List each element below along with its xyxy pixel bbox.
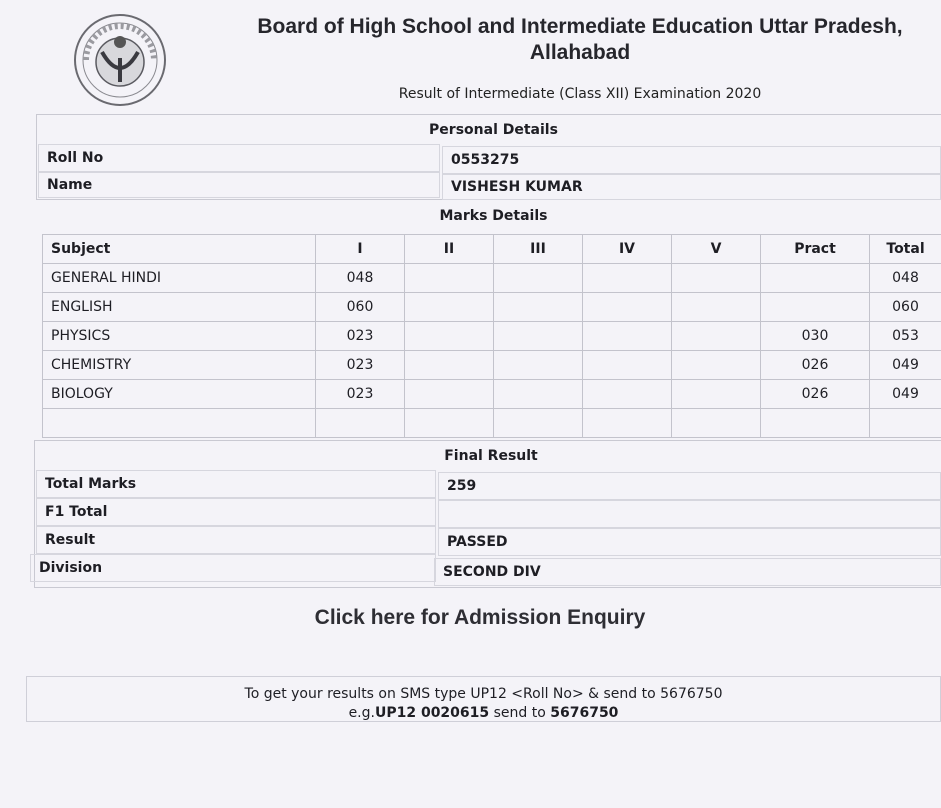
col-total: Total: [870, 235, 941, 264]
theory-iv-cell: [583, 351, 672, 380]
name-label: Name: [38, 172, 440, 198]
table-row: [43, 380, 941, 409]
theory-iii-cell: [494, 264, 583, 293]
table-row: [43, 351, 941, 380]
theory-iv-cell: [583, 380, 672, 409]
theory-i-cell: 023: [316, 351, 405, 380]
theory-ii-cell: [405, 322, 494, 351]
personal-details-heading: Personal Details: [429, 122, 558, 138]
practical-cell: [761, 293, 870, 322]
sms-instruction: To get your results on SMS type UP12 <Roll No> & send to 5676750: [244, 686, 723, 702]
theory-iv-cell: [583, 322, 672, 351]
sms-example-mid: send to: [489, 705, 551, 721]
table-row: [43, 264, 941, 293]
division-value: SECOND DIV: [434, 558, 941, 586]
exam-subtitle: Result of Intermediate (Class XII) Examination 2020: [398, 86, 762, 102]
theory-i-cell: 023: [316, 322, 405, 351]
name-value: VISHESH KUMAR: [442, 174, 941, 200]
theory-v-cell: [672, 409, 761, 438]
sms-example-number: 5676750: [550, 705, 619, 721]
theory-v-cell: [672, 380, 761, 409]
f1-total-value: [438, 500, 941, 528]
col-iv: IV: [583, 235, 672, 264]
theory-i-cell: 060: [316, 293, 405, 322]
col-iii: III: [494, 235, 583, 264]
theory-ii-cell: [405, 293, 494, 322]
total-cell: 049: [870, 351, 941, 380]
marks-header-row: [43, 235, 941, 264]
col-i: I: [316, 235, 405, 264]
sms-example-prefix: e.g.: [348, 705, 375, 721]
practical-cell: [761, 264, 870, 293]
theory-ii-cell: [405, 264, 494, 293]
col-ii: II: [405, 235, 494, 264]
theory-iii-cell: [494, 380, 583, 409]
total-marks-value: 259: [438, 472, 941, 500]
table-row: [43, 322, 941, 351]
subject-cell: PHYSICS: [43, 322, 316, 351]
total-cell: [870, 409, 941, 438]
theory-iv-cell: [583, 409, 672, 438]
sms-example-code: UP12 0020615: [374, 705, 490, 721]
subject-cell: CHEMISTRY: [43, 351, 316, 380]
board-title: Board of High School and Intermediate Education Uttar Pradesh, Allahabad: [257, 15, 903, 64]
marks-details-heading: Marks Details: [439, 208, 548, 224]
total-marks-label: Total Marks: [36, 470, 436, 498]
subject-cell: ENGLISH: [43, 293, 316, 322]
total-cell: 048: [870, 264, 941, 293]
subject-cell: BIOLOGY: [43, 380, 316, 409]
division-label: Division: [30, 554, 436, 582]
admission-enquiry-link[interactable]: Click here for Admission Enquiry: [314, 606, 646, 629]
total-cell: 053: [870, 322, 941, 351]
subject-cell: [43, 409, 316, 438]
theory-v-cell: [672, 351, 761, 380]
theory-iv-cell: [583, 293, 672, 322]
theory-v-cell: [672, 264, 761, 293]
theory-iii-cell: [494, 322, 583, 351]
result-label: Result: [36, 526, 436, 554]
roll-no-value: 0553275: [442, 146, 941, 174]
practical-cell: 030: [761, 322, 870, 351]
theory-i-cell: [316, 409, 405, 438]
col-v: V: [672, 235, 761, 264]
theory-ii-cell: [405, 380, 494, 409]
roll-no-label: Roll No: [38, 144, 440, 172]
practical-cell: 026: [761, 380, 870, 409]
theory-iii-cell: [494, 351, 583, 380]
col-subject: Subject: [43, 235, 316, 264]
theory-v-cell: [672, 322, 761, 351]
practical-cell: [761, 409, 870, 438]
subject-cell: GENERAL HINDI: [43, 264, 316, 293]
theory-iv-cell: [583, 264, 672, 293]
total-cell: 049: [870, 380, 941, 409]
theory-ii-cell: [405, 409, 494, 438]
theory-ii-cell: [405, 351, 494, 380]
sms-example: [27, 704, 940, 723]
practical-cell: 026: [761, 351, 870, 380]
theory-v-cell: [672, 293, 761, 322]
sms-info-box: [26, 676, 941, 722]
col-pract: Pract: [761, 235, 870, 264]
marks-table: [42, 234, 941, 438]
final-result-heading: Final Result: [444, 448, 538, 464]
theory-i-cell: 048: [316, 264, 405, 293]
theory-iii-cell: [494, 293, 583, 322]
table-row: [43, 409, 941, 438]
f1-total-label: F1 Total: [36, 498, 436, 526]
result-value: PASSED: [438, 528, 941, 556]
table-row: [43, 293, 941, 322]
theory-i-cell: 023: [316, 380, 405, 409]
total-cell: 060: [870, 293, 941, 322]
board-emblem-logo: [72, 12, 168, 108]
theory-iii-cell: [494, 409, 583, 438]
